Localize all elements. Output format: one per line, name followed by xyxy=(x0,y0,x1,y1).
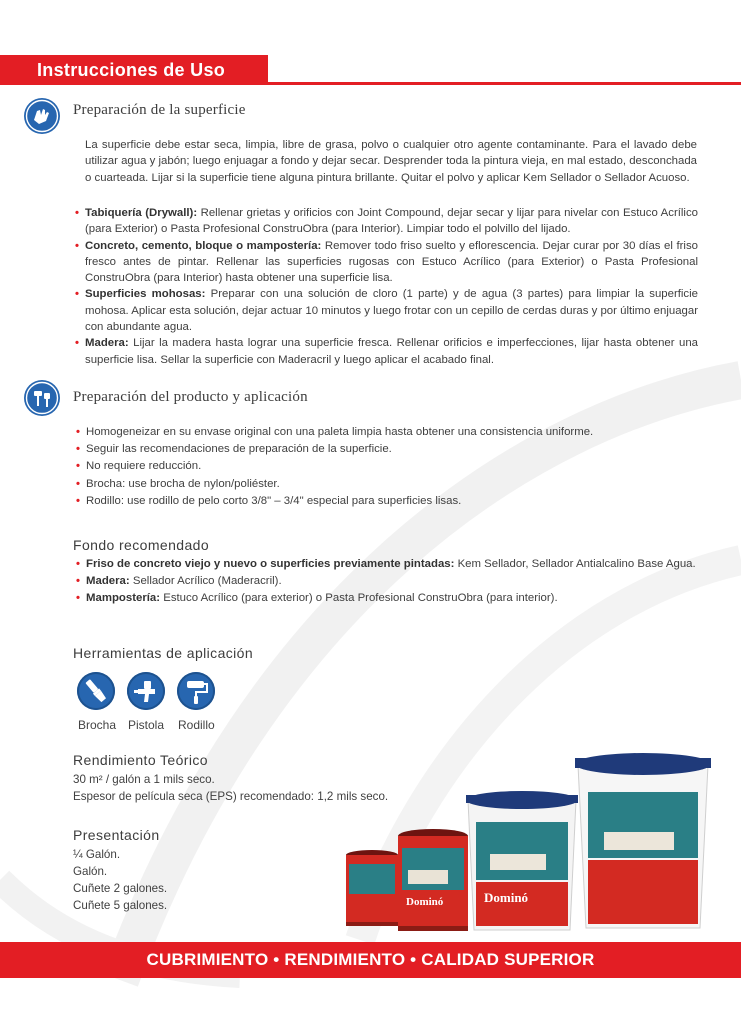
quarter-gallon-can xyxy=(346,850,398,926)
list-item: • Madera: Sellador Acrílico (Maderacril). xyxy=(76,574,282,587)
section-title-product-prep: Preparación del producto y aplicación xyxy=(73,389,308,405)
list-item: • Tabiquería (Drywall): Rellenar grietas y orificios con Joint Compound, dejar secar y lijar para nivelar con Estuco Acrílico (para Exterior) o Pasta Profesional ConstruObra (para Interior). Limpiar todo el polvillo del lijado. xyxy=(75,207,698,236)
product-cans-image xyxy=(340,740,740,940)
presentacion-list xyxy=(73,846,167,914)
fondo-title: Fondo recomendado xyxy=(73,537,209,553)
presentacion-line: Cuñete 2 galones. xyxy=(73,882,168,895)
product-prep-list xyxy=(76,424,696,510)
surface-prep-list xyxy=(75,205,698,368)
tool-label-brocha: Brocha xyxy=(78,718,117,732)
five-gallon-bucket xyxy=(575,753,711,928)
spray-gun-icon xyxy=(127,672,165,710)
brand-label: Dominó xyxy=(406,896,444,908)
list-item: • Seguir las recomendaciones de preparación de la superficie. xyxy=(76,443,392,456)
paint-tools-icon xyxy=(24,380,60,416)
list-item: • Brocha: use brocha de nylon/poliéster. xyxy=(76,477,280,490)
list-item: • Concreto, cemento, bloque o mampostería: Remover todo friso suelto y eflorescencia. Dejar curar por 30 días el friso fresco antes de pintar. Rellenar las superficies rugosas con Estuco Acrílico (para Exterior) o Pasta Profesional ConstruObra (para Interior) hasta obtener una superficie lisa. xyxy=(75,239,698,285)
tools-title: Herramientas de aplicación xyxy=(73,645,254,661)
hand-cleaning-icon xyxy=(24,98,60,134)
rendimiento-line: 30 m² / galón a 1 mils seco. xyxy=(73,773,215,786)
fondo-list xyxy=(76,556,696,606)
list-item: • No requiere reducción. xyxy=(76,460,202,473)
surface-prep-intro: La superficie debe estar seca, limpia, libre de grasa, polvo o cualquier otro agente contaminante. Para el lavado debe utilizar agua y jabón; luego enjuagar a fondo y dejar secar. Desprender toda la pintura vieja, en mal estado, desconchada o cuarteada. Lijar si la superficie tiene alguna pintura brillante. Quitar el polvo y aplicar Kem Sellador o Sellador Acuoso. xyxy=(85,139,697,184)
section-title-surface-prep: Preparación de la superficie xyxy=(73,102,246,118)
brush-icon xyxy=(77,672,115,710)
rendimiento-line: Espesor de película seca (EPS) recomendado: 1,2 mils seco. xyxy=(73,790,389,803)
tool-label-pistola: Pistola xyxy=(128,718,165,732)
brand-label: Dominó xyxy=(484,890,529,905)
presentacion-line: ¼ Galón. xyxy=(73,848,121,861)
tool-label-rodillo: Rodillo xyxy=(178,718,215,732)
list-item: • Madera: Lijar la madera hasta lograr una superficie fresca. Rellenar orificios e imperfecciones, lijar hasta obtener una superficie lisa. Sellar la superficie con Maderacril y luego aplicar el acabado final. xyxy=(75,337,698,366)
page-title: Instrucciones de Uso xyxy=(0,55,268,85)
list-item: • Rodillo: use rodillo de pelo corto 3/8" – 3/4" especial para superficies lisas. xyxy=(76,494,462,507)
list-item: • Friso de concreto viejo y nuevo o superficies previamente pintadas: Kem Sellador, Sellador Antialcalino Base Agua. xyxy=(76,558,696,570)
presentacion-line: Cuñete 5 galones. xyxy=(73,899,168,912)
rendimiento-title: Rendimiento Teórico xyxy=(73,752,208,768)
gallon-can xyxy=(398,829,468,931)
presentacion-title: Presentación xyxy=(73,827,160,843)
list-item: • Homogeneizar en su envase original con una paleta limpia hasta obtener una consistencia uniforme. xyxy=(76,426,594,438)
footer-slogan: CUBRIMIENTO • RENDIMIENTO • CALIDAD SUPERIOR xyxy=(0,942,741,978)
roller-icon xyxy=(177,672,215,710)
list-item: • Superficies mohosas: Preparar con una solución de cloro (1 parte) y de agua (3 partes) para limpiar la superficie mohosa. Aplicar esta solución, dejar actuar 10 minutos y luego frotar con un cepillo de cerdas duras y por último enjuagar con abundante agua. xyxy=(75,288,698,334)
presentacion-line: Galón. xyxy=(73,865,108,878)
list-item: • Mampostería: Estuco Acrílico (para exterior) o Pasta Profesional ConstruObra (para interior). xyxy=(76,591,558,604)
two-gallon-bucket xyxy=(466,791,578,930)
